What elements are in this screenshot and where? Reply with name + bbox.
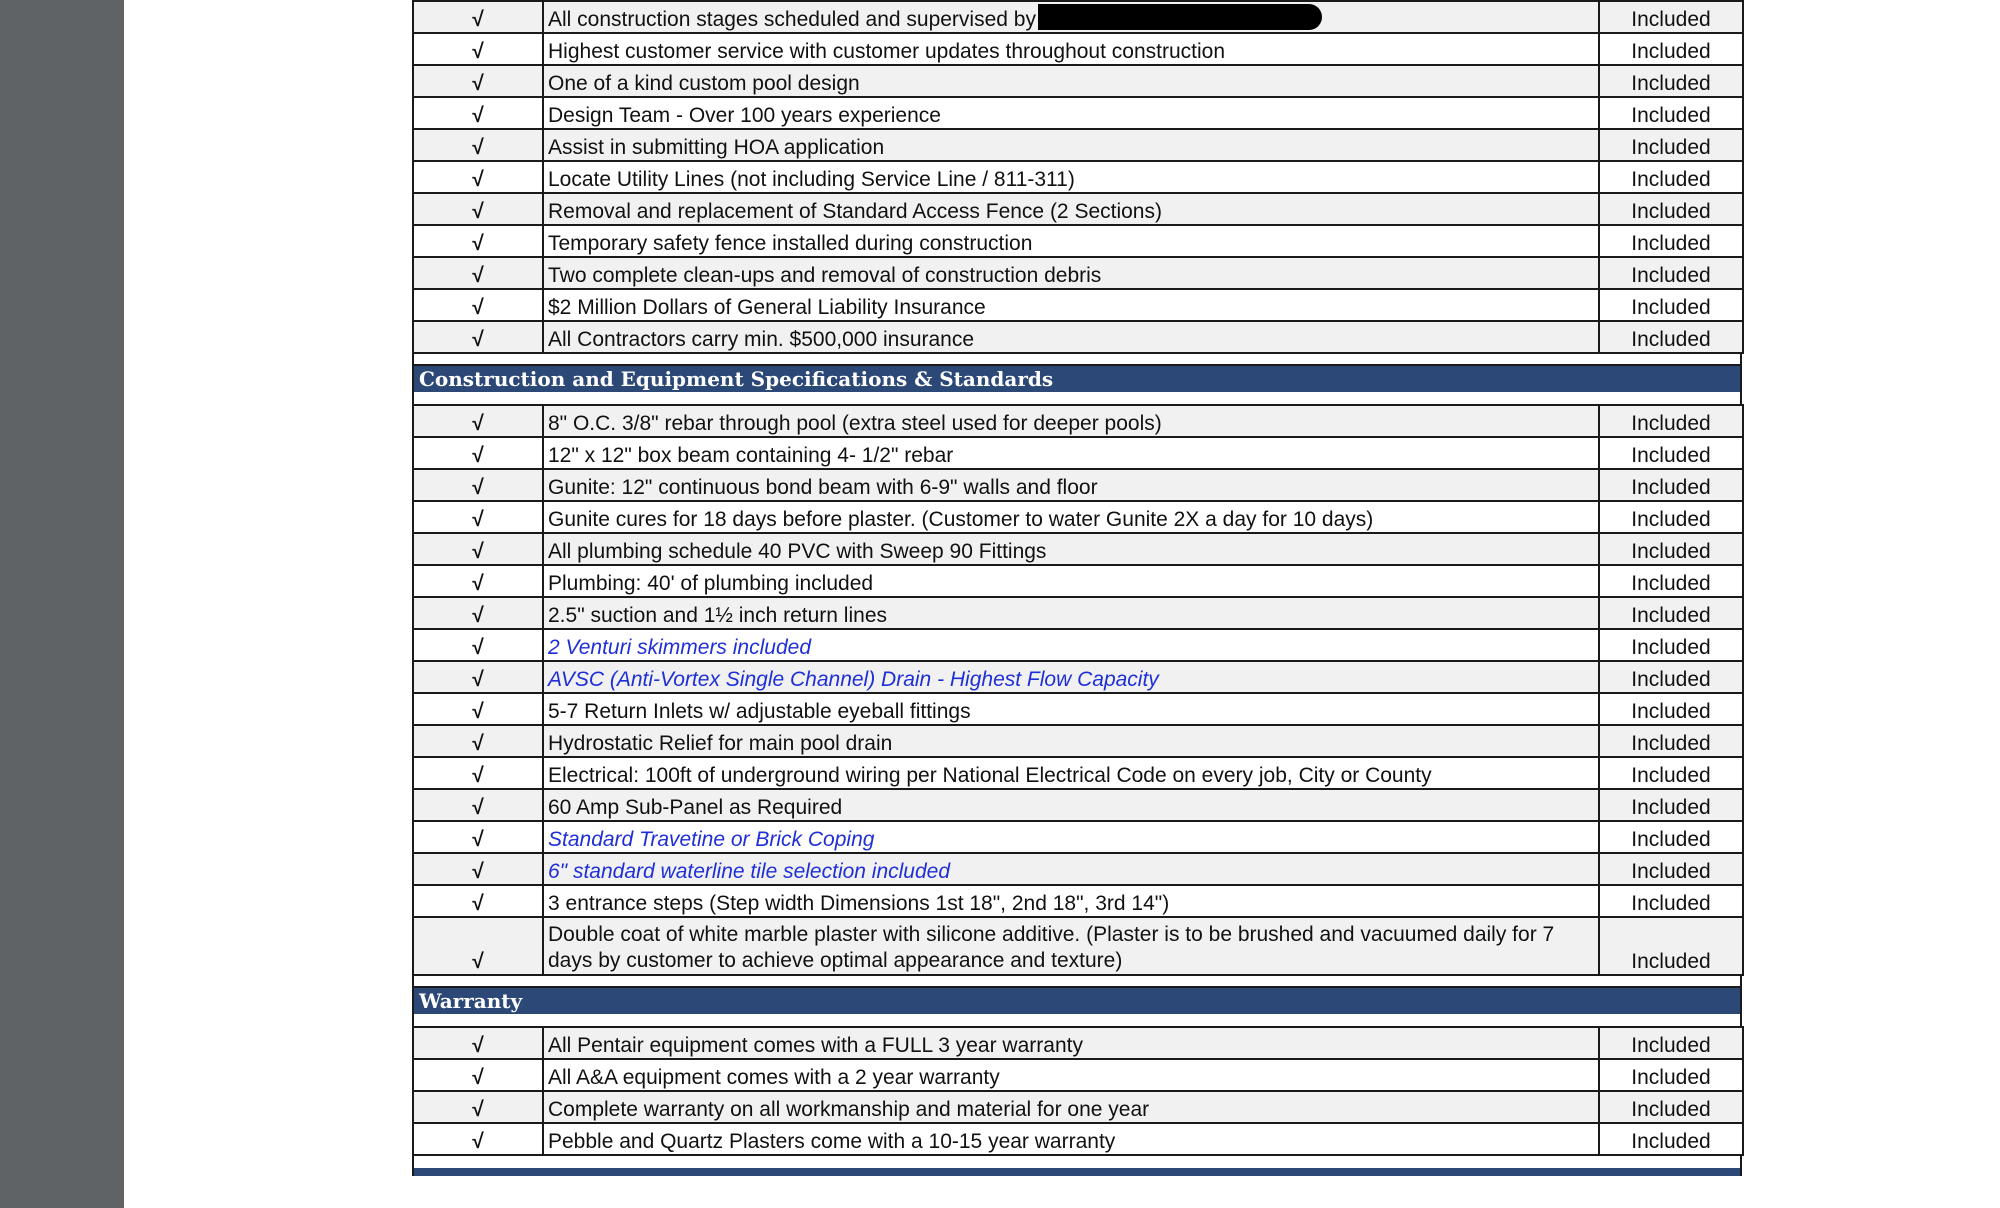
item-status: Included — [1599, 1, 1743, 33]
table-row — [413, 321, 1743, 353]
table-row — [413, 629, 1743, 661]
item-status: Included — [1599, 917, 1743, 975]
item-description — [543, 565, 1599, 597]
item-description-text: Complete warranty on all workmanship and material for one year — [548, 1098, 1150, 1121]
item-description — [543, 437, 1599, 469]
item-description — [543, 1, 1599, 33]
item-status: Included — [1599, 885, 1743, 917]
check-mark: √ — [413, 257, 543, 289]
item-description-text: 12" x 12" box beam containing 4- 1/2" rebar — [548, 444, 954, 467]
item-description-text: 60 Amp Sub-Panel as Required — [548, 796, 843, 819]
check-mark: √ — [413, 1, 543, 33]
item-description[interactable] — [543, 661, 1599, 693]
table-row — [413, 917, 1743, 975]
check-mark: √ — [413, 437, 543, 469]
table-row — [413, 1059, 1743, 1091]
section-header-next — [412, 1168, 1742, 1176]
table-row — [413, 789, 1743, 821]
table-row — [413, 405, 1743, 437]
item-status: Included — [1599, 193, 1743, 225]
table-row — [413, 437, 1743, 469]
table-row — [413, 65, 1743, 97]
check-mark: √ — [413, 1123, 543, 1155]
item-status: Included — [1599, 161, 1743, 193]
redaction-mark — [1038, 4, 1322, 30]
item-description — [543, 161, 1599, 193]
item-description-text: Standard Travetine or Brick Coping — [548, 828, 875, 851]
item-description[interactable] — [543, 853, 1599, 885]
check-mark: √ — [413, 853, 543, 885]
item-status: Included — [1599, 321, 1743, 353]
item-description-text: Gunite: 12" continuous bond beam with 6-9" walls and floor — [548, 476, 1098, 499]
item-description — [543, 501, 1599, 533]
check-mark: √ — [413, 629, 543, 661]
table-row — [413, 501, 1743, 533]
item-description-text: One of a kind custom pool design — [548, 72, 860, 95]
item-description — [543, 1091, 1599, 1123]
check-mark: √ — [413, 129, 543, 161]
table-row — [413, 693, 1743, 725]
check-mark: √ — [413, 33, 543, 65]
item-status: Included — [1599, 225, 1743, 257]
item-status: Included — [1599, 821, 1743, 853]
item-status: Included — [1599, 629, 1743, 661]
item-description — [543, 533, 1599, 565]
table-row — [413, 1123, 1743, 1155]
item-description — [543, 405, 1599, 437]
table-row — [413, 97, 1743, 129]
item-description[interactable] — [543, 821, 1599, 853]
table-row — [413, 533, 1743, 565]
table-row — [413, 1, 1743, 33]
check-mark: √ — [413, 65, 543, 97]
table-row — [413, 1091, 1743, 1123]
item-description — [543, 469, 1599, 501]
item-description-text: 8" O.C. 3/8" rebar through pool (extra steel used for deeper pools) — [548, 412, 1162, 435]
item-description — [543, 65, 1599, 97]
item-status: Included — [1599, 661, 1743, 693]
section-header-construction: Construction and Equipment Specifications & Standards — [412, 366, 1742, 392]
table-row — [413, 129, 1743, 161]
table-body — [413, 405, 1743, 975]
table-row — [413, 885, 1743, 917]
item-description — [543, 757, 1599, 789]
table-row — [413, 725, 1743, 757]
check-mark: √ — [413, 193, 543, 225]
item-status: Included — [1599, 437, 1743, 469]
table-row — [413, 469, 1743, 501]
item-description — [543, 693, 1599, 725]
item-status: Included — [1599, 405, 1743, 437]
check-mark: √ — [413, 1091, 543, 1123]
table-body — [413, 1, 1743, 353]
item-description — [543, 597, 1599, 629]
section-spacer — [412, 976, 1742, 988]
table-body — [413, 1027, 1743, 1155]
item-status: Included — [1599, 97, 1743, 129]
check-mark: √ — [413, 789, 543, 821]
item-description-text: Two complete clean-ups and removal of construction debris — [548, 264, 1102, 287]
item-status: Included — [1599, 757, 1743, 789]
check-mark: √ — [413, 917, 543, 975]
item-description — [543, 917, 1599, 975]
item-status: Included — [1599, 789, 1743, 821]
check-mark: √ — [413, 405, 543, 437]
item-description — [543, 225, 1599, 257]
item-description-text: All Contractors carry min. $500,000 insurance — [548, 328, 975, 351]
check-mark: √ — [413, 97, 543, 129]
check-mark: √ — [413, 469, 543, 501]
item-description-text: Hydrostatic Relief for main pool drain — [548, 732, 893, 755]
item-description-text: $2 Million Dollars of General Liability Insurance — [548, 296, 986, 319]
check-mark: √ — [413, 225, 543, 257]
table-row — [413, 257, 1743, 289]
item-status: Included — [1599, 129, 1743, 161]
spec-sheet — [412, 0, 1742, 1176]
table-row — [413, 597, 1743, 629]
item-status: Included — [1599, 65, 1743, 97]
item-status: Included — [1599, 565, 1743, 597]
check-mark: √ — [413, 161, 543, 193]
item-description-text: Design Team - Over 100 years experience — [548, 104, 941, 127]
item-description-text: 2 Venturi skimmers included — [548, 636, 811, 659]
table-row — [413, 853, 1743, 885]
viewer-left-margin — [0, 0, 124, 1208]
check-mark: √ — [413, 289, 543, 321]
table-construction-specs — [412, 404, 1744, 976]
item-description-text: Assist in submitting HOA application — [548, 136, 885, 159]
item-description — [543, 725, 1599, 757]
item-description-text: Removal and replacement of Standard Access Fence (2 Sections) — [548, 200, 1162, 223]
item-description — [543, 789, 1599, 821]
item-status: Included — [1599, 725, 1743, 757]
item-description-text: Gunite cures for 18 days before plaster. (Customer to water Gunite 2X a day for 10 days) — [548, 508, 1374, 531]
item-description-text: Highest customer service with customer updates throughout construction — [548, 40, 1225, 63]
check-mark: √ — [413, 565, 543, 597]
item-status: Included — [1599, 257, 1743, 289]
item-description-text: All A&A equipment comes with a 2 year warranty — [548, 1066, 1000, 1089]
item-description — [543, 321, 1599, 353]
item-description-text: 6" standard waterline tile selection included — [548, 860, 951, 883]
check-mark: √ — [413, 693, 543, 725]
item-description-text: All construction stages scheduled and supervised by — [548, 8, 1036, 31]
item-description-text: Plumbing: 40' of plumbing included — [548, 572, 874, 595]
item-description — [543, 1027, 1599, 1059]
item-status: Included — [1599, 469, 1743, 501]
item-description-text: 5-7 Return Inlets w/ adjustable eyeball fittings — [548, 700, 971, 723]
item-description — [543, 885, 1599, 917]
item-status: Included — [1599, 693, 1743, 725]
table-row — [413, 193, 1743, 225]
table-row — [413, 161, 1743, 193]
table-row — [413, 33, 1743, 65]
check-mark: √ — [413, 661, 543, 693]
item-description-text: AVSC (Anti-Vortex Single Channel) Drain - Highest Flow Capacity — [548, 668, 1159, 691]
item-description-text: Pebble and Quartz Plasters come with a 10-15 year warranty — [548, 1130, 1116, 1153]
check-mark: √ — [413, 821, 543, 853]
item-description — [543, 1059, 1599, 1091]
check-mark: √ — [413, 533, 543, 565]
check-mark: √ — [413, 321, 543, 353]
table-row — [413, 757, 1743, 789]
item-description — [543, 129, 1599, 161]
item-description-text: Temporary safety fence installed during construction — [548, 232, 1033, 255]
table-warranty — [412, 1026, 1744, 1156]
item-description — [543, 33, 1599, 65]
table-row — [413, 661, 1743, 693]
item-status: Included — [1599, 1059, 1743, 1091]
check-mark: √ — [413, 501, 543, 533]
item-description-text: 3 entrance steps (Step width Dimensions 1st 18", 2nd 18", 3rd 14") — [548, 892, 1170, 915]
item-description-text: All plumbing schedule 40 PVC with Sweep 90 Fittings — [548, 540, 1047, 563]
check-mark: √ — [413, 757, 543, 789]
section-spacer — [412, 392, 1742, 404]
table-row — [413, 1027, 1743, 1059]
table-row — [413, 565, 1743, 597]
item-status: Included — [1599, 533, 1743, 565]
item-description-text: Locate Utility Lines (not including Service Line / 811-311) — [548, 168, 1075, 191]
item-status: Included — [1599, 1091, 1743, 1123]
item-status: Included — [1599, 597, 1743, 629]
item-status: Included — [1599, 853, 1743, 885]
item-description-text: Double coat of white marble plaster with silicone additive. (Plaster is to be brushed and vacuumed daily for 7 days by customer to achieve optimal appearance and texture) — [548, 923, 1555, 972]
item-status: Included — [1599, 1027, 1743, 1059]
section-spacer — [412, 1014, 1742, 1026]
check-mark: √ — [413, 725, 543, 757]
table-row — [413, 821, 1743, 853]
section-header-warranty: Warranty — [412, 988, 1742, 1014]
check-mark: √ — [413, 597, 543, 629]
item-description — [543, 257, 1599, 289]
section-spacer — [412, 1156, 1742, 1168]
check-mark: √ — [413, 1059, 543, 1091]
table-row — [413, 289, 1743, 321]
table-row — [413, 225, 1743, 257]
check-mark: √ — [413, 1027, 543, 1059]
item-description — [543, 97, 1599, 129]
item-description-text: All Pentair equipment comes with a FULL 3 year warranty — [548, 1034, 1083, 1057]
item-status: Included — [1599, 1123, 1743, 1155]
item-status: Included — [1599, 33, 1743, 65]
item-description — [543, 193, 1599, 225]
item-status: Included — [1599, 501, 1743, 533]
item-description — [543, 289, 1599, 321]
item-description-text: Electrical: 100ft of underground wiring per National Electrical Code on every job, City or County — [548, 764, 1432, 787]
item-status: Included — [1599, 289, 1743, 321]
item-description-text: 2.5" suction and 1½ inch return lines — [548, 604, 887, 627]
check-mark: √ — [413, 885, 543, 917]
table-general-services — [412, 0, 1744, 354]
item-description — [543, 1123, 1599, 1155]
section-spacer — [412, 354, 1742, 366]
item-description[interactable] — [543, 629, 1599, 661]
